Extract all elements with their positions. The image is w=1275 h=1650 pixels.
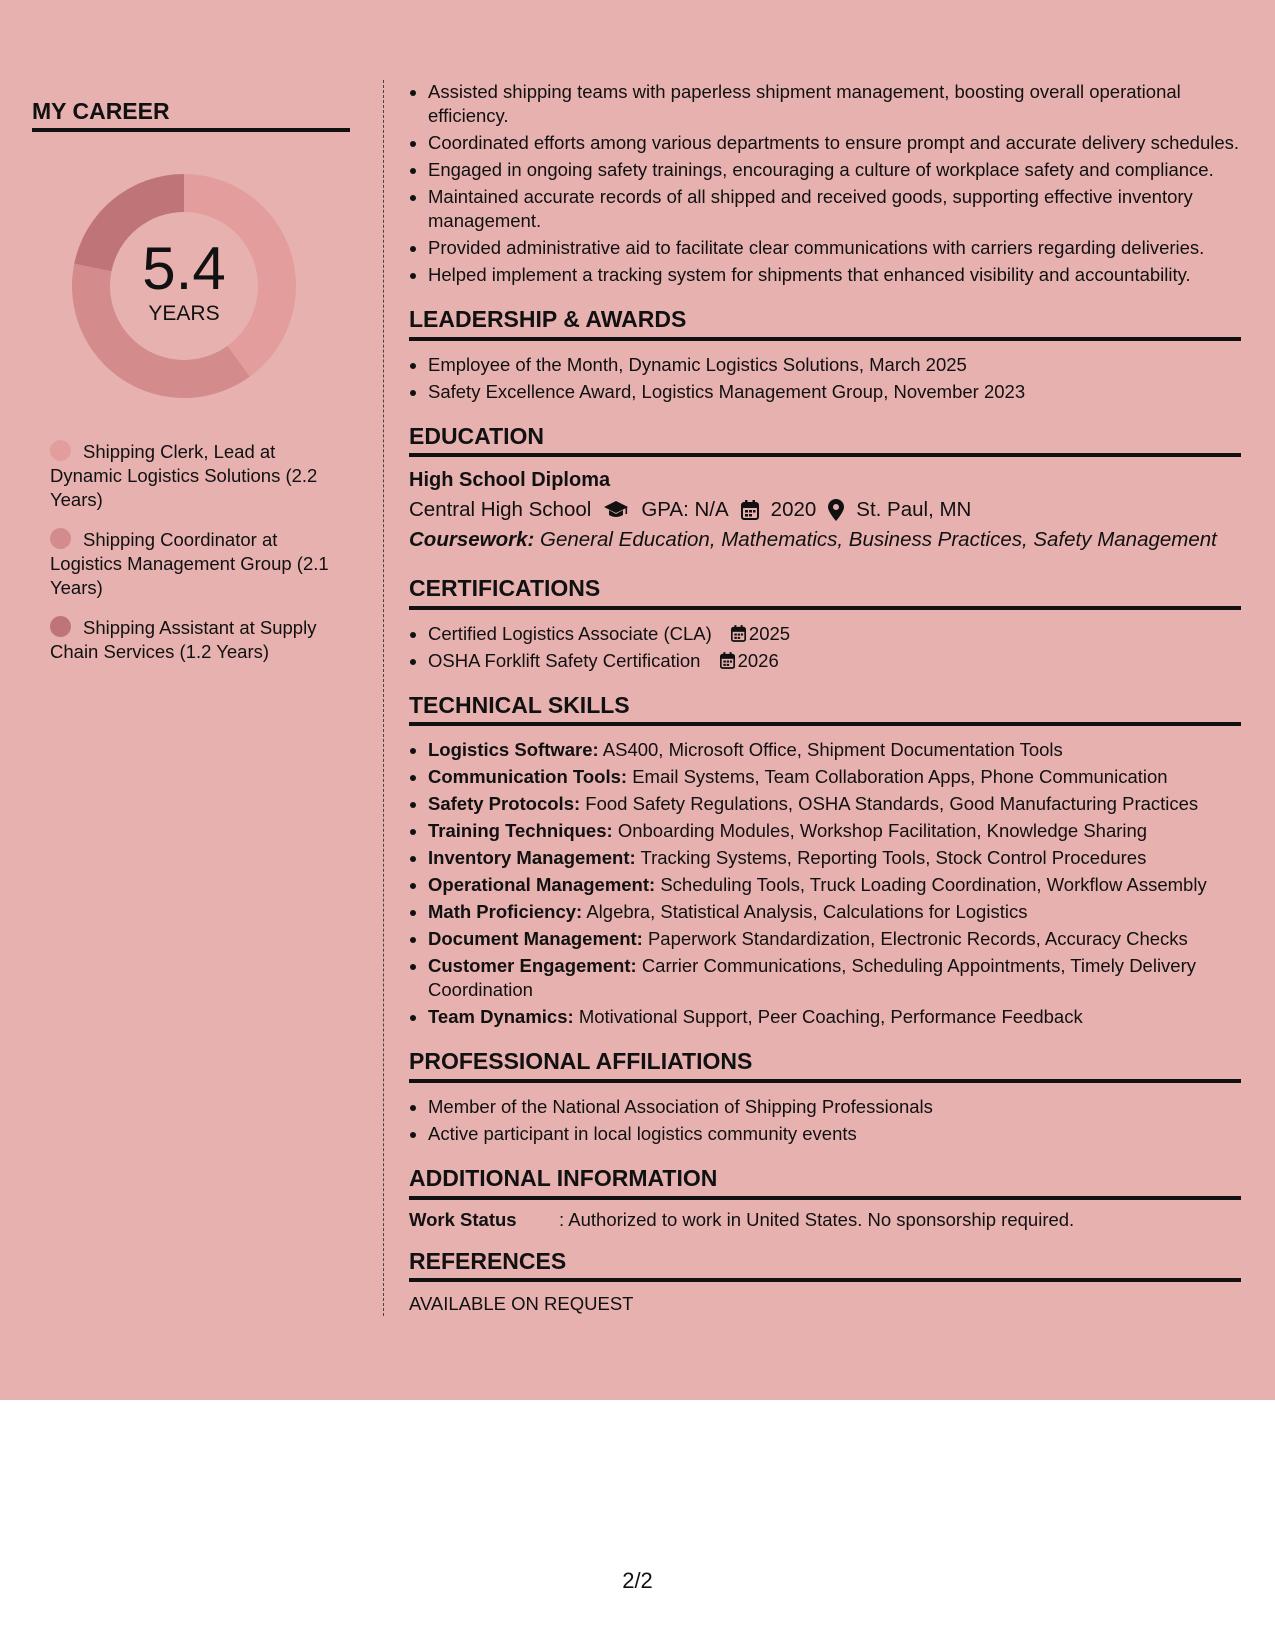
legend-item	[50, 528, 340, 600]
leadership-list	[409, 353, 1241, 404]
skill-item	[428, 873, 1241, 897]
work-status-value: : Authorized to work in United States. No sponsorship required.	[559, 1208, 1075, 1230]
career-sidebar	[32, 80, 350, 680]
skill-item	[428, 927, 1241, 951]
skill-value: Tracking Systems, Reporting Tools, Stock Control Procedures	[640, 847, 1147, 869]
skills-list	[409, 738, 1241, 1029]
experience-bullet: • Assisted shipping teams with paperless shipment management, boosting overall operational efficiency.	[428, 80, 1241, 128]
legend-label: Shipping Assistant at Supply Chain Services (1.2 Years)	[50, 617, 317, 663]
legend-label: Shipping Coordinator at Logistics Management Group (2.1 Years)	[50, 529, 329, 599]
certifications-heading: CERTIFICATIONS	[409, 575, 1241, 610]
affiliation-item: • Member of the National Association of Shipping Professionals	[428, 1095, 1241, 1119]
page-number: 2/2	[622, 1568, 653, 1593]
references-heading: REFERENCES	[409, 1248, 1241, 1283]
skill-label: Inventory Management:	[428, 847, 636, 869]
legend-dot	[50, 616, 71, 637]
degree-title: High School Diploma	[409, 469, 611, 492]
skill-item	[428, 846, 1241, 870]
skill-label: Document Management:	[428, 928, 643, 950]
skill-label: Customer Engagement:	[428, 955, 637, 977]
certification-name: Certified Logistics Associate (CLA)	[428, 622, 712, 644]
skill-value: Scheduling Tools, Truck Loading Coordination, Workflow Assembly	[660, 874, 1207, 896]
legend-dot	[50, 440, 71, 461]
skills-heading: TECHNICAL SKILLS	[409, 692, 1241, 727]
experience-bullet: • Helped implement a tracking system for shipments that enhanced visibility and accountability.	[428, 263, 1241, 287]
skill-label: Team Dynamics:	[428, 1006, 574, 1028]
skill-value: Paperwork Standardization, Electronic Records, Accuracy Checks	[647, 928, 1188, 950]
calendar-icon	[741, 500, 759, 520]
skill-item	[428, 900, 1241, 924]
legend-item	[50, 440, 340, 512]
legend-item	[50, 616, 340, 664]
experience-bullet: • Provided administrative aid to facilitate clear communications with carriers regarding deliveries.	[428, 236, 1241, 260]
skill-label: Safety Protocols:	[428, 793, 581, 815]
graduation-cap-icon	[603, 500, 629, 520]
skill-value: Food Safety Regulations, OSHA Standards, Good Manufacturing Practices	[585, 793, 1199, 815]
skill-value: Carrier Communications, Scheduling Appointments, Timely Delivery Coordination	[428, 955, 1197, 1001]
experience-bullet-list	[409, 80, 1241, 287]
gpa: GPA: N/A	[641, 498, 729, 522]
legend-dot	[50, 528, 71, 549]
calendar-icon	[731, 625, 746, 642]
certification-year: 2025	[748, 622, 791, 644]
column-divider	[383, 80, 384, 1316]
skill-label: Operational Management:	[428, 874, 656, 896]
donut-center	[66, 168, 302, 404]
skill-value: Email Systems, Team Collaboration Apps, Phone Communication	[632, 766, 1168, 788]
location-pin-icon	[828, 499, 844, 521]
legend-label: Shipping Clerk, Lead at Dynamic Logistics Solutions (2.2 Years)	[50, 441, 318, 511]
work-status-row	[409, 1208, 1241, 1232]
school-location: St. Paul, MN	[856, 498, 972, 522]
certifications-list	[409, 622, 1241, 673]
total-years: 5.4	[142, 235, 226, 303]
experience-bullet: • Coordinated efforts among various departments to ensure prompt and accurate delivery schedules.	[428, 131, 1241, 155]
certification-year: 2026	[737, 649, 779, 671]
career-donut-chart	[66, 168, 302, 404]
affiliations-list	[409, 1095, 1241, 1146]
work-status-label: Work Status	[409, 1208, 517, 1230]
skill-value: Motivational Support, Peer Coaching, Performance Feedback	[578, 1006, 1083, 1028]
main-column	[409, 80, 1241, 1316]
years-label: YEARS	[148, 302, 220, 326]
education-heading: EDUCATION	[409, 423, 1241, 458]
skill-item	[428, 792, 1241, 816]
certification-item	[428, 649, 1241, 673]
experience-bullet: • Engaged in ongoing safety trainings, encouraging a culture of workplace safety and compliance.	[428, 158, 1241, 182]
skill-value: AS400, Microsoft Office, Shipment Documentation Tools	[602, 739, 1063, 761]
leadership-item: • Employee of the Month, Dynamic Logistics Solutions, March 2025	[428, 353, 1241, 377]
skill-item	[428, 765, 1241, 789]
experience-bullet: • Maintained accurate records of all shipped and received goods, supporting effective inventory management.	[428, 185, 1241, 233]
skill-value: Algebra, Statistical Analysis, Calculations for Logistics	[586, 901, 1028, 923]
affiliations-heading: PROFESSIONAL AFFILIATIONS	[409, 1048, 1241, 1083]
skill-item	[428, 1005, 1241, 1029]
coursework-label: Coursework:	[409, 528, 535, 552]
skill-label: Logistics Software:	[428, 739, 599, 761]
additional-info-heading: ADDITIONAL INFORMATION	[409, 1165, 1241, 1200]
leadership-heading: LEADERSHIP & AWARDS	[409, 306, 1241, 341]
skill-value: Onboarding Modules, Workshop Facilitation, Knowledge Sharing	[617, 820, 1148, 842]
certification-item	[428, 622, 1241, 646]
skill-label: Math Proficiency:	[428, 901, 583, 923]
skill-label: Training Techniques:	[428, 820, 613, 842]
skill-item	[428, 819, 1241, 843]
career-legend	[50, 440, 340, 664]
skill-label: Communication Tools:	[428, 766, 628, 788]
calendar-icon	[720, 652, 735, 669]
school-info-row	[409, 495, 1241, 525]
school-name: Central High School	[409, 498, 592, 522]
skill-item	[428, 954, 1241, 1002]
references-text: AVAILABLE ON REQUEST	[409, 1293, 634, 1315]
career-heading: MY CAREER	[32, 80, 350, 132]
coursework-value: General Education, Mathematics, Business Practices, Safety Management	[540, 528, 1217, 552]
graduation-year: 2020	[770, 498, 817, 522]
certification-name: OSHA Forklift Safety Certification	[428, 649, 701, 671]
skill-item	[428, 738, 1241, 762]
coursework-line	[409, 525, 1241, 555]
leadership-item: • Safety Excellence Award, Logistics Management Group, November 2023	[428, 380, 1241, 404]
affiliation-item: • Active participant in local logistics community events	[428, 1122, 1241, 1146]
